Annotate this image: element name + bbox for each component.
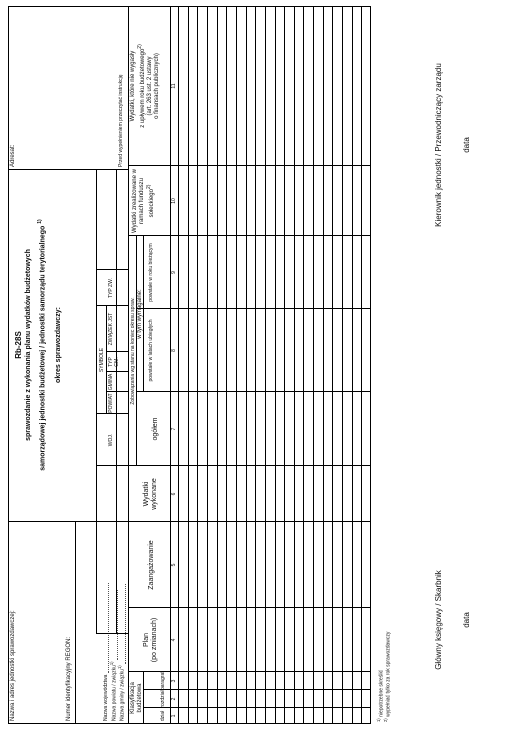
title-line-2: samorządowej jednostki budżetowej / jednostki samorządu terytorialnego $^{1)}$ bbox=[37, 219, 47, 471]
col-num-4: 4 bbox=[171, 638, 177, 642]
obligations-total: ogółem bbox=[152, 417, 159, 441]
instructions-note: Przed wypełnieniem przeczytać instrukcję bbox=[118, 74, 124, 167]
table-row-line bbox=[207, 6, 208, 724]
table-row-line bbox=[265, 6, 266, 724]
table-row-line bbox=[255, 6, 256, 724]
form-title-block bbox=[14, 170, 63, 520]
col-num-1: 1 bbox=[171, 714, 177, 718]
col-dzial: dział bbox=[160, 710, 166, 722]
table-row-line bbox=[342, 6, 343, 724]
table-row-line bbox=[352, 6, 353, 724]
county-label: Nazwa powiatu / związku$^{1)}$ bbox=[109, 590, 118, 721]
signature-manager: Kierownik jednostki / Przewodniczący zarządu bbox=[434, 63, 443, 227]
col-num-8: 8 bbox=[171, 349, 177, 352]
col-rozdzial: rozdział bbox=[160, 690, 166, 708]
table-row-line bbox=[246, 6, 247, 724]
table-row-line bbox=[303, 6, 304, 724]
col-num-3: 3 bbox=[171, 679, 177, 683]
due-current-year: powstałe w roku bieżącym bbox=[148, 243, 154, 302]
table-row-line bbox=[313, 6, 314, 724]
regon-label: Numer identyfikacyjny REGON: bbox=[66, 636, 72, 721]
col-num-9: 9 bbox=[171, 271, 177, 274]
symbol-zwiazek-jst: ZWIĄZEK JST bbox=[108, 312, 114, 346]
plan-header: Plan (po zmianach) bbox=[143, 617, 158, 663]
commitment-header: Zaangażowanie bbox=[148, 540, 155, 590]
voivodeship-label: Nazwa województwa bbox=[102, 583, 109, 721]
symbol-woj: WOJ. bbox=[108, 433, 114, 447]
form-code: Rb-28S bbox=[14, 331, 23, 359]
table-row-line bbox=[275, 6, 276, 724]
classification-header: Klasyfikacja budżetowa bbox=[130, 682, 143, 714]
table-row-line bbox=[217, 6, 218, 724]
table-row-line bbox=[236, 6, 237, 724]
col-num-2: 2 bbox=[171, 697, 177, 701]
footnote-1: $^{1)}$ niepotrzebne skreślić bbox=[376, 669, 385, 722]
title-line-1: sprawozdanie z wykonania planu wydatków budżetowych bbox=[25, 249, 32, 441]
obligations-due: w tym wymagalne: bbox=[137, 289, 143, 339]
expired-header: Wydatki, które nie wygasły z upływem roku budżetowego$^{2)}$ (art. 263 ust. 2 ustawy o finansach publicznych) bbox=[130, 44, 160, 128]
footnote-2: $^{2)}$ wypełniać tylko za rok sprawozdawczy bbox=[383, 631, 392, 722]
signature-manager-date: data bbox=[462, 137, 471, 153]
expenses-header: Wydatki wykonane bbox=[143, 478, 158, 510]
table-row-line bbox=[188, 6, 189, 724]
col-num-5: 5 bbox=[171, 563, 177, 567]
symbol-typ-zw: TYP ZW. bbox=[108, 278, 114, 298]
col-num-7: 7 bbox=[171, 427, 177, 431]
symbol-typ-gm: TYP GM. bbox=[108, 357, 120, 367]
col-num-11: 11 bbox=[171, 83, 177, 89]
fund-header: Wydatki zrealizowane w ramach funduszu sołeckiego$^{2)}$ bbox=[132, 169, 155, 233]
signature-accountant-date: data bbox=[462, 612, 471, 628]
table-row-line bbox=[226, 6, 227, 724]
symbols-label: SYMBOLE bbox=[99, 347, 105, 373]
symbol-gmina: GMINA bbox=[108, 373, 114, 391]
table-row-line bbox=[284, 6, 285, 724]
table-row-line bbox=[332, 6, 333, 724]
period-label: okres sprawozdawczy: bbox=[55, 307, 63, 383]
table-row-line bbox=[361, 6, 362, 724]
table-row-line bbox=[197, 6, 198, 724]
due-prior-years: powstałe w latach ubiegłych bbox=[148, 319, 154, 382]
col-num-6: 6 bbox=[171, 492, 177, 496]
reporting-unit-label: Nazwa i adres jednostki sprawozdawczej: bbox=[10, 610, 16, 721]
table-row-line bbox=[323, 6, 324, 724]
commune-label: Nazwa gminy / związku$^{1)}$ bbox=[117, 584, 126, 721]
obligations-header: Zobowiązania wg stanu na koniec okresu spraw. bbox=[130, 297, 136, 405]
addressee-label: Adresat: bbox=[10, 144, 16, 167]
col-paragraf: paragraf bbox=[160, 671, 166, 690]
col-num-10: 10 bbox=[171, 198, 177, 204]
table-row-line bbox=[294, 6, 295, 724]
signature-accountant: Główny księgowy / Skarbnik bbox=[434, 570, 443, 670]
symbol-powiat: POWIAT bbox=[108, 393, 114, 413]
